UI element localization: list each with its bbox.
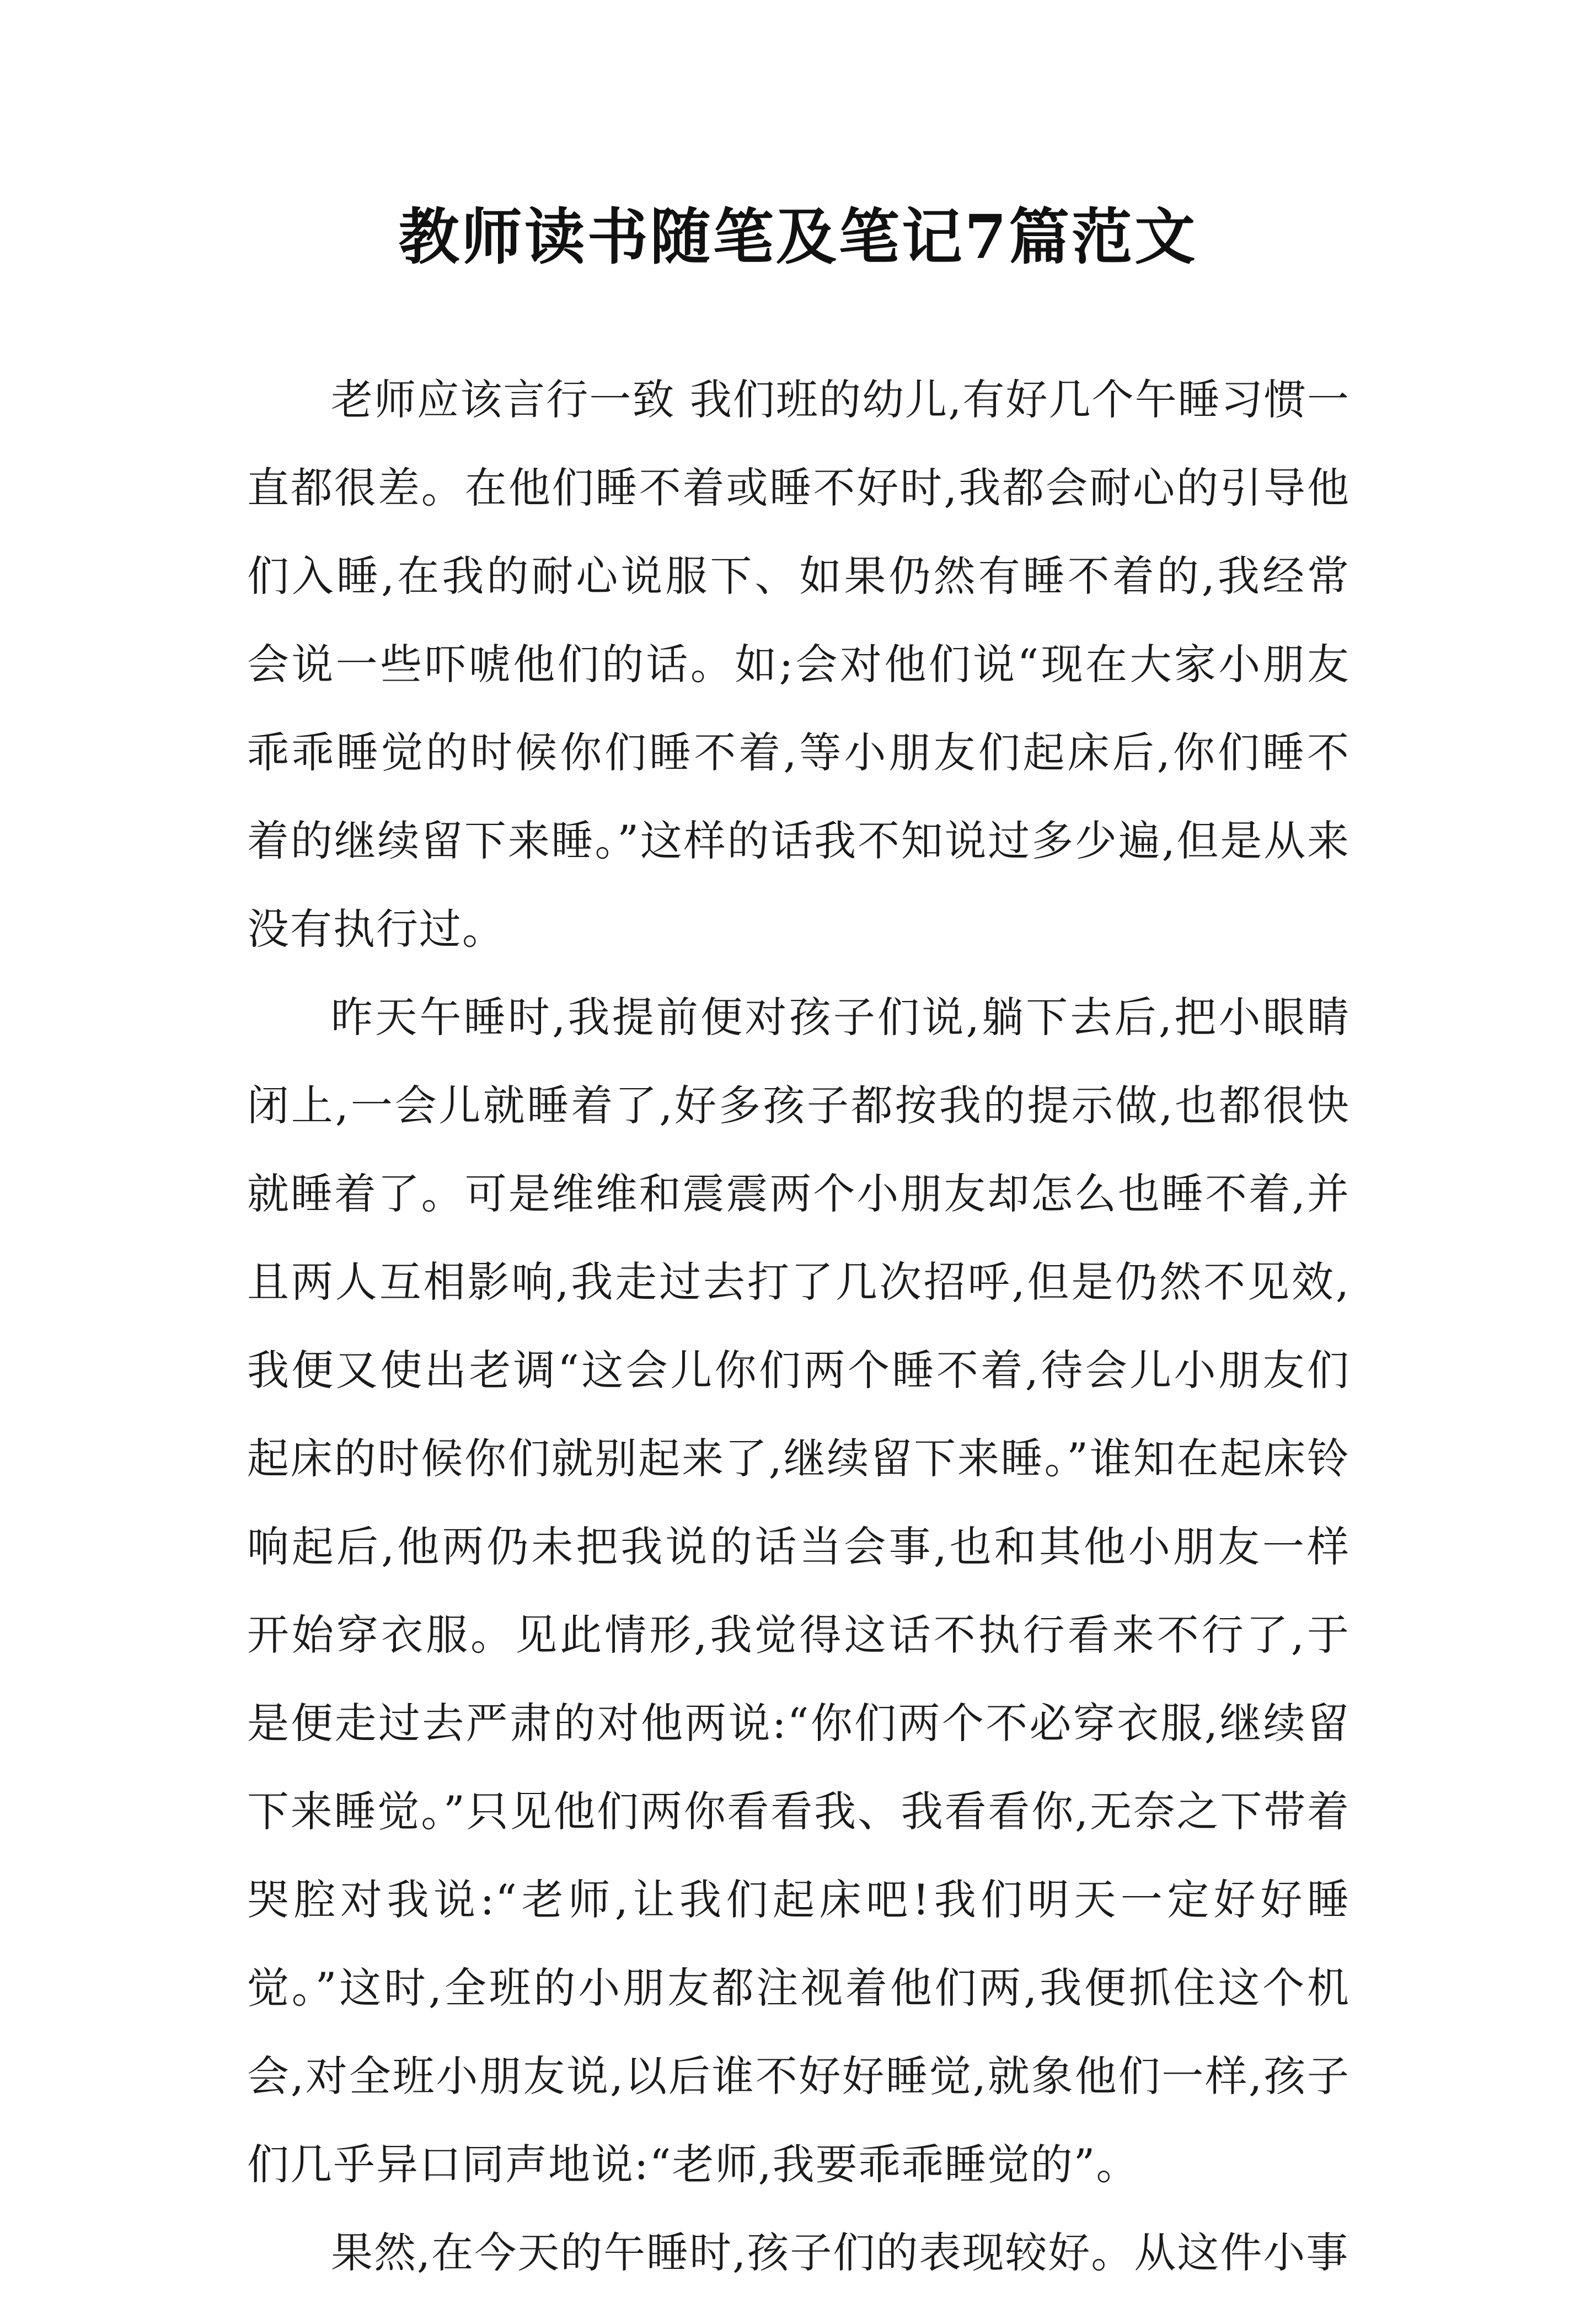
document-body (247, 356, 1350, 2297)
document-title: 教师读书随笔及笔记7篇范文 (398, 201, 1198, 272)
paragraph-1: 老师应该言行一致 我们班的幼儿,有好几个午睡习惯一直都很差。在他们睡不着或睡不好时,我都会耐心的引导他们入睡,在我的耐心说服下、如果仍然有睡不着的,我经常会说一些吓唬他们的话。如;会对他们说“现在大家小朋友乖乖睡觉的时候你们睡不着,等小朋友们起床后,你们睡不着的继续留下来睡。”这样的话我不知说过多少遍,但是从来没有执行过。 (247, 375, 1350, 954)
paragraph-3: 果然,在今天的午睡时,孩子们的表现较好。从这件小事 (331, 2228, 1349, 2277)
paragraph-2: 昨天午睡时,我提前便对孩子们说,躺下去后,把小眼睛闭上,一会儿就睡着了,好多孩子都按我的提示做,也都很快就睡着了。可是维维和震震两个小朋友却怎么也睡不着,并且两人互相影响,我走过去打了几次招呼,但是仍然不见效,我便又使出老调“这会儿你们两个睡不着,待会儿小朋友们起床的时候你们就别起来了,继续留下来睡。”谁知在起床铃响起后,他两仍未把我说的话当会事,也和其他小朋友一样开始穿衣服。见此情形,我觉得这话不执行看来不行了,于是便走过去严肃的对他两说:“你们两个不必穿衣服,继续留下来睡觉。”只见他们两你看看我、我看看你,无奈之下带着哭腔对我说:“老师,让我们起床吧!我们明天一定好好睡觉。”这时,全班的小朋友都注视着他们两,我便抓住这个机会,对全班小朋友说,以后谁不好好睡觉,就象他们一样,孩子们几乎异口同声地说:“老师,我要乖乖睡觉的”。 (247, 993, 1350, 2189)
